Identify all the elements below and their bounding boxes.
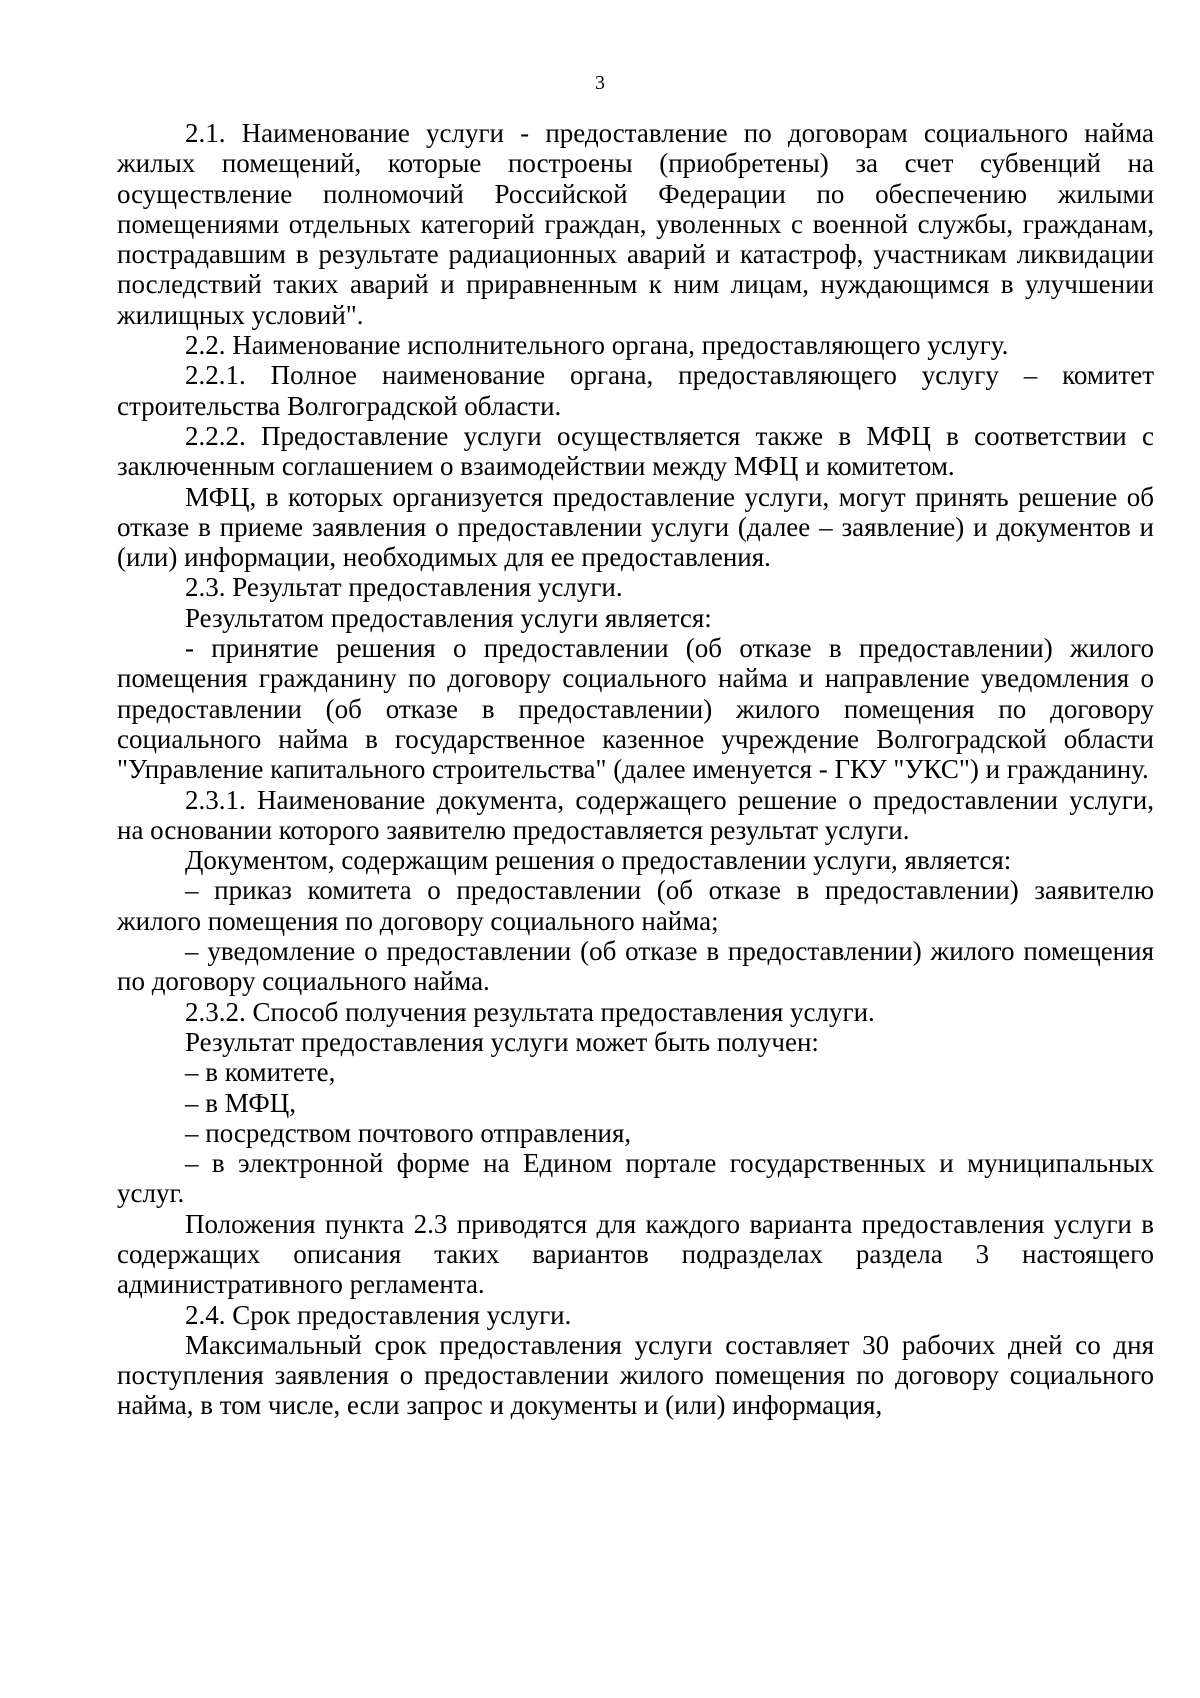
paragraph-2-3: 2.3. Результат предоставления услуги. — [185, 572, 623, 603]
paragraph-2-2-2: 2.2.2. Предоставление услуги осуществляется также в МФЦ в соответствии с заключенным соглашением о взаимодействии между МФЦ и комитетом. — [117, 420, 1154, 482]
paragraph-2-2-1: 2.2.1. Полное наименование органа, предоставляющего услугу – комитет строительства Волгоградской области. — [117, 360, 1154, 421]
paragraph-2-2: 2.2. Наименование исполнительного органа, предоставляющего услугу. — [185, 330, 1009, 361]
paragraph-provisions: Положения пункта 2.3 приводятся для каждого варианта предоставления услуги в содержащих описания таких вариантов подразделах раздела 3 настоящего административного регламента. — [117, 1208, 1154, 1300]
list-item-portal: – в электронной форме на Едином портале государственных и муниципальных услуг. — [117, 1148, 1154, 1209]
list-item-mail: – посредством почтового отправления, — [185, 1117, 632, 1148]
paragraph-document-intro: Документом, содержащим решения о предоставлении услуги, является: — [185, 845, 1012, 876]
paragraph-2-3-1: 2.3.1. Наименование документа, содержащего решение о предоставлении услуги, на основании которого заявителю предоставляется результат услуги. — [117, 784, 1154, 845]
list-item-order: – приказ комитета о предоставлении (об отказе в предоставлении) заявителю жилого помещения по договору социального найма; — [117, 875, 1154, 936]
paragraph-result-intro: Результатом предоставления услуги является: — [185, 602, 712, 633]
paragraph-result-decision: - принятие решения о предоставлении (об отказе в предоставлении) жилого помещения гражданину по договору социального найма и направление уведомления о предоставлении (об отказе в предоставлении) жилого помещения по договору социального найма в государственное казенное учреждение Волгоградской области "Управление капитального строительства" (далее именуется - ГКУ "УКС") и гражданину. — [117, 633, 1154, 785]
list-item-committee: – в комитете, — [185, 1057, 336, 1088]
list-item-mfc: – в МФЦ, — [185, 1087, 296, 1118]
paragraph-2-3-2: 2.3.2. Способ получения результата предоставления услуги. — [185, 996, 875, 1027]
paragraph-receipt-intro: Результат предоставления услуги может быть получен: — [185, 1026, 819, 1057]
paragraph-mfc-refusal: МФЦ, в которых организуется предоставление услуги, могут принять решение об отказе в приеме заявления о предоставлении услуги (далее – заявление) и документов и (или) информации, необходимых для ее предоставления. — [117, 481, 1154, 573]
paragraph-2-1: 2.1. Наименование услуги - предоставление по договорам социального найма жилых помещений, которые построены (приобретены) за счет субвенций на осуществление полномочий Российской Федерации по обеспечению жилыми помещениями отдельных категорий граждан, уволенных с военной службы, гражданам, пострадавшим в результате радиационных аварий и катастроф, участникам ликвидации последствий таких аварий и приравненным к ним лицам, нуждающимся в улучшении жилищных условий". — [117, 118, 1154, 330]
list-item-notification: – уведомление о предоставлении (об отказе в предоставлении) жилого помещения по договору социального найма. — [117, 936, 1154, 997]
document-body — [117, 118, 1154, 1421]
page-number: 3 — [595, 72, 605, 94]
paragraph-max-term: Максимальный срок предоставления услуги составляет 30 рабочих дней со дня поступления заявления о предоставлении жилого помещения по договору социального найма, в том числе, если запрос и документы и (или) информация, — [117, 1329, 1154, 1421]
paragraph-2-4: 2.4. Срок предоставления услуги. — [185, 1299, 572, 1330]
